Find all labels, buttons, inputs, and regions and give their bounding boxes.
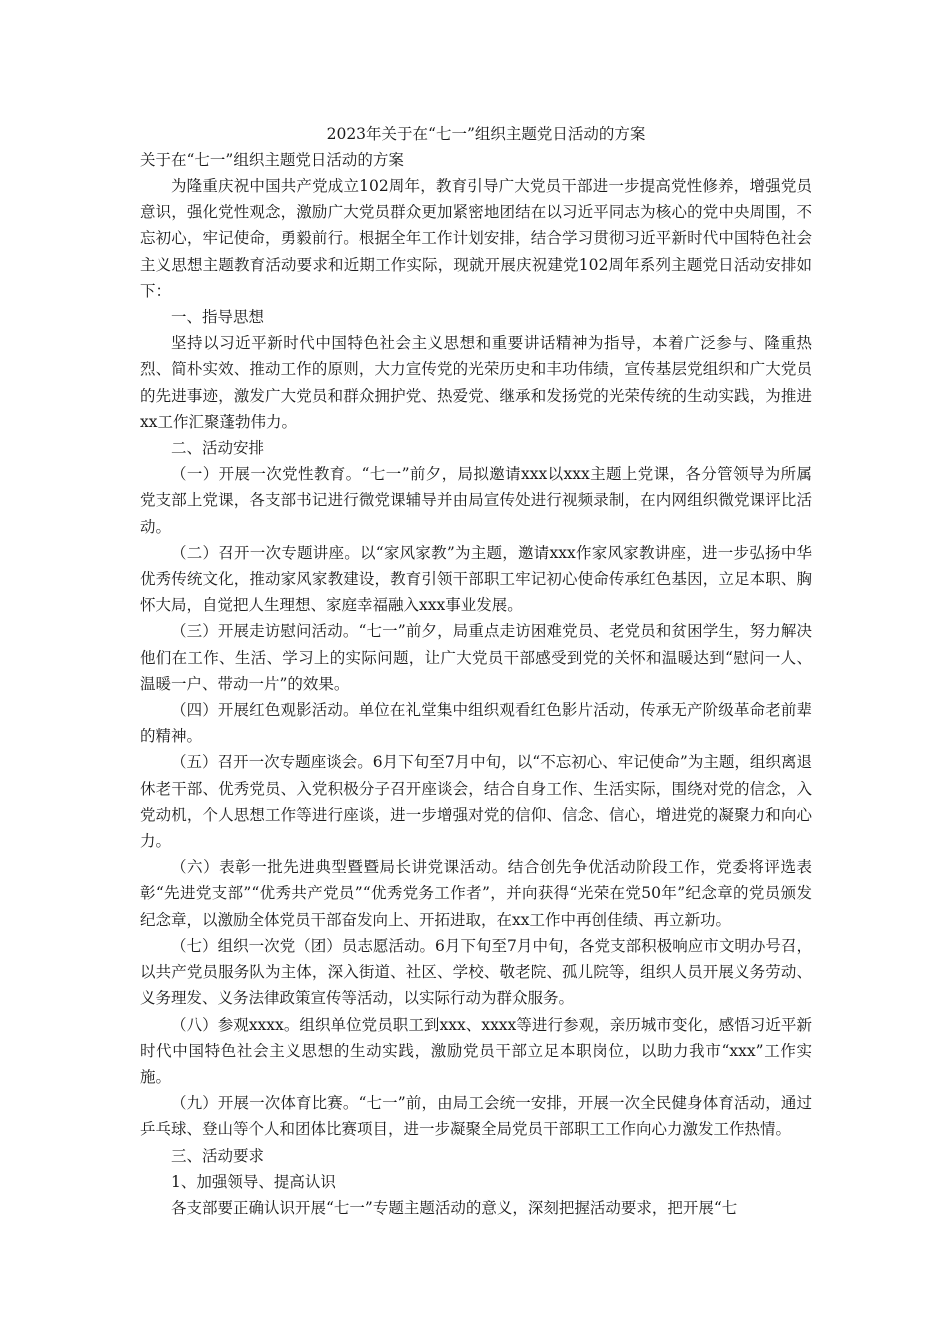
section-heading-guiding-thought: 一、指导思想 [171,308,265,327]
activity-item-7: （七）组织一次党（团）员志愿活动。6月下旬至7月中旬，各党支部积极响应市文明办号召，以共产党员服务队为主体，深入街道、社区、学校、敬老院、孤儿院等，组织人员开展义务劳动、义务理发、义务法律政策宣传等活动，以实际行动为群众服务。 [140,936,812,1008]
section-heading-activity-arrangement: 二、活动安排 [171,439,265,458]
document-subtitle: 关于在“七一”组织主题党日活动的方案 [140,151,404,169]
activity-item-4: （四）开展红色观影活动。单位在礼堂集中组织观看红色影片活动，传承无产阶级革命老前辈的精神。 [140,701,812,746]
activity-item-2: （二）召开一次专题讲座。以“家风家教”为主题，邀请xxx作家风家教讲座，进一步弘扬中华优秀传统文化，推动家风家教建设，教育引领干部职工牢记初心使命传承红色基因，立足本职、胸怀大局，自觉把人生理想、家庭幸福融入xxx事业发展。 [140,543,812,615]
activity-item-8: （八）参观xxxx。组织单位党员职工到xxx、xxxx等进行参观，亲历城市变化，感悟习近平新时代中国特色社会主义思想的生动实践，激励党员干部立足本职岗位，以助力我市“xxx”工作实施。 [140,1015,812,1086]
requirements-paragraph: 各支部要正确认识开展“七一”专题主题活动的意义，深刻把握活动要求，把开展“七 [171,1198,738,1217]
guiding-thought-paragraph: 坚持以习近平新时代中国特色社会主义思想和重要讲话精神为指导，本着广泛参与、隆重热烈、简朴实效、推动工作的原则，大力宣传党的光荣历史和丰功伟绩，宣传基层党组织和广大党员的先进事迹，激发广大党员和群众拥护党、热爱党、继承和发扬党的光荣传统的生动实践，为推进xx工作汇聚蓬勃伟力。 [140,334,812,431]
intro-paragraph: 为隆重庆祝中国共产党成立102周年，教育引导广大党员干部进一步提高党性修养，增强党员意识，强化党性观念，激励广大党员群众更加紧密地团结在以习近平同志为核心的党中央周围，不忘初心，牢记使命，勇毅前行。根据全年工作计划安排，结合学习贯彻习近平新时代中国特色社会主义思想主题教育活动要求和近期工作实际，现就开展庆祝建党102周年系列主题党日活动安排如下： [140,177,812,300]
document-page [140,121,812,1221]
subsection-heading-leadership: 1、加强领导、提高认识 [171,1172,336,1191]
section-heading-activity-requirements: 三、活动要求 [171,1146,265,1165]
document-title: 2023年关于在“七一”组织主题党日活动的方案 [326,125,646,143]
activity-item-6: （六）表彰一批先进典型暨暨局长讲党课活动。结合创先争优活动阶段工作，党委将评选表彰“先进党支部”“优秀共产党员”“优秀党务工作者”，并向获得“光荣在党50年”纪念章的党员颁发纪念章，以激励全体党员干部奋发向上、开拓进取，在xx工作中再创佳绩、再立新功。 [140,858,812,929]
activity-item-9: （九）开展一次体育比赛。“七一”前，由局工会统一安排，开展一次全民健身体育活动，通过乒乓球、登山等个人和团体比赛项目，进一步凝聚全局党员干部职工工作向心力激发工作热情。 [140,1094,812,1139]
activity-item-1: （一）开展一次党性教育。“七一”前夕，局拟邀请xxx以xxx主题上党课，各分管领导为所属党支部上党课，各支部书记进行微党课辅导并由局宣传处进行视频录制，在内网组织微党课评比活动。 [140,465,812,536]
activity-item-5: （五）召开一次专题座谈会。6月下旬至7月中旬，以“不忘初心、牢记使命”为主题，组织离退休老干部、优秀党员、入党积极分子召开座谈会，结合自身工作、生活实际，围绕对党的信念，入党动机，个人思想工作等进行座谈，进一步增强对党的信仰、信念、信心，增进党的凝聚力和向心力。 [140,753,812,851]
activity-item-3: （三）开展走访慰问活动。“七一”前夕，局重点走访困难党员、老党员和贫困学生，努力解决他们在工作、生活、学习上的实际问题，让广大党员干部感受到党的关怀和温暖达到“慰问一人、温暖一户、带动一片”的效果。 [140,622,812,693]
